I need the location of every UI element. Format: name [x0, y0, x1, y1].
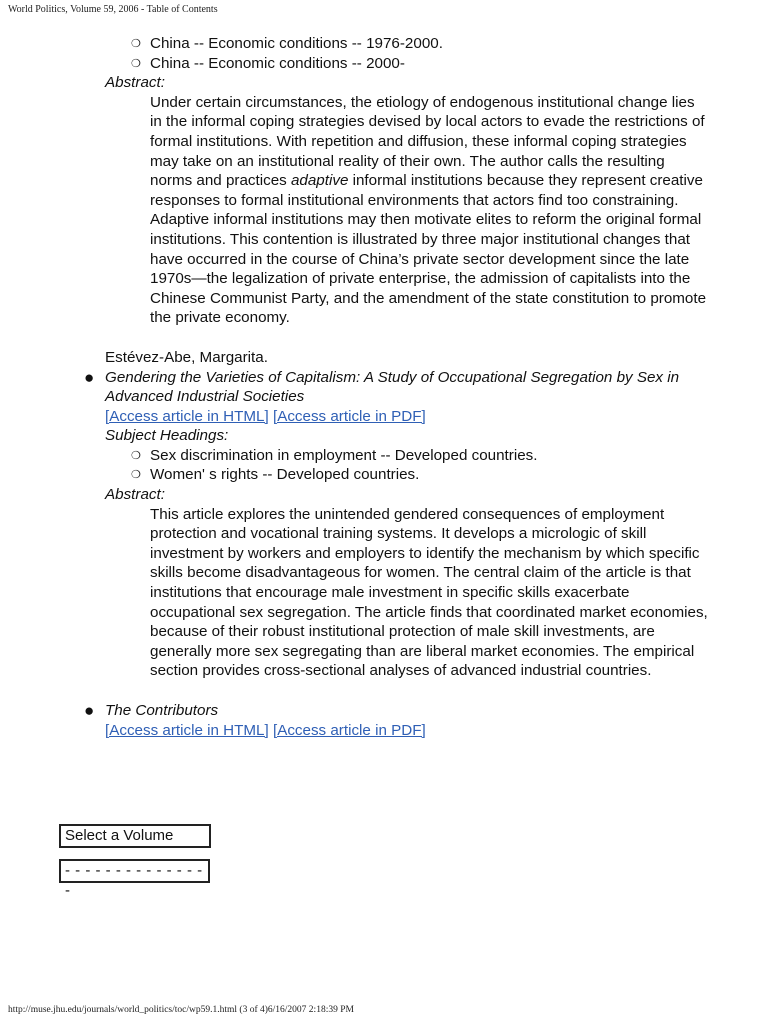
circle-bullet-icon: ❍: [131, 38, 141, 50]
print-header: World Politics, Volume 59, 2006 - Table of Contents: [8, 4, 218, 15]
article-author: Estévez-Abe, Margarita.: [105, 348, 268, 366]
subject-text: China -- Economic conditions -- 1976-2000.: [150, 35, 443, 52]
access-html-link[interactable]: [Access article in HTML]: [105, 721, 269, 739]
disc-bullet-icon: ●: [84, 367, 95, 387]
subject-item: [131, 465, 770, 485]
access-pdf-link[interactable]: [Access article in PDF]: [272, 407, 426, 425]
subject-item: [131, 34, 770, 54]
abstract-emphasis: adaptive: [290, 172, 349, 190]
toc-entry: [0, 368, 770, 682]
subject-headings-label: Subject Headings:: [105, 427, 229, 445]
circle-bullet-icon: ❍: [131, 57, 141, 70]
subject-text: Sex discrimination in employment -- Developed countries.: [150, 446, 538, 464]
subject-list: [0, 34, 770, 73]
subject-text: Women' s rights -- Developed countries.: [150, 466, 420, 484]
subject-item: [131, 54, 770, 74]
abstract-text: This article explores the unintended gendered consequences of employment protection and vocational training systems. It develops a micrologic of skill investment by workers and employers to identify the mechanism by which specific skills become disadvantageous for women. The central claim of the article is that institutions that encourage male investment in specific skills exacerbate occupational sex segregation. The article finds that coordinated market economies, because of their robust institutional protection of male skill investments, are generally more sex segregating than are liberal market economies. The empirical section provides cross-sectional analyses of advanced industrial countries.: [150, 505, 708, 680]
volume-select[interactable]: Select a Volume: [59, 824, 211, 848]
abstract-label: Abstract:: [105, 486, 165, 504]
subject-list: [0, 446, 770, 485]
toc-content: [0, 34, 770, 740]
access-pdf-link[interactable]: [Access article in PDF]: [272, 721, 426, 739]
circle-bullet-icon: ❍: [131, 469, 141, 482]
print-footer: http://muse.jhu.edu/journals/world_politics/toc/wp59.1.html (3 of 4)6/16/2007 2:18:39 PM: [8, 1005, 354, 1015]
article-title: Gendering the Varieties of Capitalism: A Study of Occupational Segregation by Sex in Advanced Industrial Societies: [105, 368, 680, 406]
volume-select-separator[interactable]: - - - - - - - - - - - - - - -: [59, 859, 210, 883]
article-links: [105, 407, 770, 427]
subject-text: China -- Economic conditions -- 2000-: [150, 54, 405, 72]
toc-entry: [0, 701, 770, 740]
access-html-link[interactable]: [Access article in HTML]: [105, 407, 269, 425]
abstract-label: Abstract:: [105, 74, 165, 92]
article-links: [105, 721, 770, 741]
article-title: The Contributors: [105, 702, 219, 719]
abstract-text: Under certain circumstances, the etiology of endogenous institutional change lies in the informal coping strategies devised by local actors to evade the restrictions of formal institutions. With repetition and diffusion, these informal coping strategies may take on an institutional reality of their own. The author calls the resulting norms and practices adaptive informal institutions because they represent creative responses to formal institutional environments that actors find too constraining. Adaptive informal institutions may then motivate elites to reform the original formal institutions. This contention is illustrated by three major institutional changes that have occurred in the course of China’s private sector development since the late 1970s—the legalization of private enterprise, the admission of capitalists into the Chinese Communist Party, and the amendment of the state constitution to promote the private economy.: [150, 93, 707, 327]
disc-bullet-icon: ●: [84, 701, 95, 720]
circle-bullet-icon: ❍: [131, 449, 141, 462]
subject-item: [131, 446, 770, 466]
